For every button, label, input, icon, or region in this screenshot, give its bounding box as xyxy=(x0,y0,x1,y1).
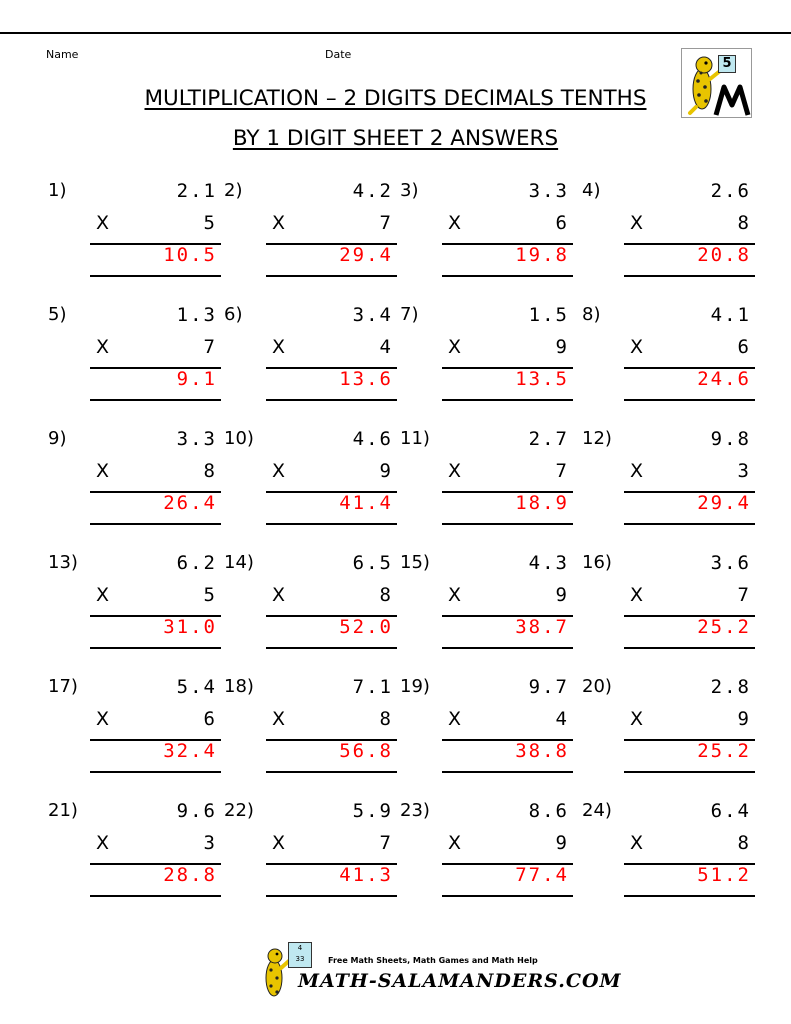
answer: 13.6 xyxy=(339,368,393,390)
answer: 10.5 xyxy=(163,244,217,266)
problem-21 xyxy=(48,800,223,912)
times-sign: X xyxy=(630,832,644,854)
times-sign: X xyxy=(630,212,644,234)
problem-10 xyxy=(224,428,399,540)
answer: 13.5 xyxy=(515,368,569,390)
times-sign: X xyxy=(96,336,110,358)
problem-number: 17) xyxy=(48,676,78,697)
multiplicand: 6.4 xyxy=(710,800,751,822)
problem-number: 14) xyxy=(224,552,254,573)
answer-underline xyxy=(90,771,221,773)
multiplier: 8 xyxy=(737,832,751,854)
multiplier: 5 xyxy=(203,212,217,234)
answer: 19.8 xyxy=(515,244,569,266)
problem-11 xyxy=(400,428,575,540)
answer: 26.4 xyxy=(163,492,217,514)
problem-number: 6) xyxy=(224,304,243,325)
name-label: Name xyxy=(46,48,79,61)
answer: 29.4 xyxy=(339,244,393,266)
multiplicand: 3.3 xyxy=(528,180,569,202)
answer-underline xyxy=(442,275,573,277)
answer-underline xyxy=(442,647,573,649)
answer-underline xyxy=(624,523,755,525)
answer: 9.1 xyxy=(176,368,217,390)
answer-underline xyxy=(266,771,397,773)
multiplier: 9 xyxy=(555,584,569,606)
times-sign: X xyxy=(630,460,644,482)
times-sign: X xyxy=(96,212,110,234)
worksheet-title-line2: BY 1 DIGIT SHEET 2 ANSWERS xyxy=(232,126,559,151)
problem-number: 4) xyxy=(582,180,601,201)
multiplicand: 9.8 xyxy=(710,428,751,450)
answer-underline xyxy=(266,647,397,649)
multiplicand: 2.6 xyxy=(710,180,751,202)
answer: 41.3 xyxy=(339,864,393,886)
times-sign: X xyxy=(630,584,644,606)
answer: 28.8 xyxy=(163,864,217,886)
problem-number: 12) xyxy=(582,428,612,449)
multiplier: 9 xyxy=(555,832,569,854)
answer: 18.9 xyxy=(515,492,569,514)
multiplier: 3 xyxy=(737,460,751,482)
answer: 56.8 xyxy=(339,740,393,762)
problem-4 xyxy=(582,180,757,292)
times-sign: X xyxy=(272,584,286,606)
multiplier: 7 xyxy=(737,584,751,606)
problem-23 xyxy=(400,800,575,912)
times-sign: X xyxy=(448,584,462,606)
multiplicand: 1.3 xyxy=(176,304,217,326)
multiplier: 7 xyxy=(203,336,217,358)
answer: 31.0 xyxy=(163,616,217,638)
salamander-icon xyxy=(682,49,751,117)
multiplicand: 9.7 xyxy=(528,676,569,698)
problem-number: 21) xyxy=(48,800,78,821)
salamander-logo xyxy=(681,48,752,118)
multiplicand: 1.5 xyxy=(528,304,569,326)
problem-number: 2) xyxy=(224,180,243,201)
multiplicand: 6.2 xyxy=(176,552,217,574)
answer: 51.2 xyxy=(697,864,751,886)
answer: 38.8 xyxy=(515,740,569,762)
problem-22 xyxy=(224,800,399,912)
multiplier: 4 xyxy=(379,336,393,358)
times-sign: X xyxy=(96,832,110,854)
problem-2 xyxy=(224,180,399,292)
multiplier: 9 xyxy=(379,460,393,482)
times-sign: X xyxy=(448,336,462,358)
answer: 29.4 xyxy=(697,492,751,514)
problem-number: 11) xyxy=(400,428,430,449)
times-sign: X xyxy=(96,460,110,482)
problem-number: 9) xyxy=(48,428,67,449)
footer-brand: MATH-SALAMANDERS.COM xyxy=(298,970,622,992)
problem-number: 16) xyxy=(582,552,612,573)
multiplier: 3 xyxy=(203,832,217,854)
worksheet-title-line1: MULTIPLICATION – 2 DIGITS DECIMALS TENTHS xyxy=(144,86,647,111)
problem-16 xyxy=(582,552,757,664)
multiplicand: 5.9 xyxy=(352,800,393,822)
times-sign: X xyxy=(272,212,286,234)
multiplicand: 2.8 xyxy=(710,676,751,698)
answer: 52.0 xyxy=(339,616,393,638)
problem-13 xyxy=(48,552,223,664)
problem-number: 24) xyxy=(582,800,612,821)
problem-12 xyxy=(582,428,757,540)
problem-number: 7) xyxy=(400,304,419,325)
answer: 20.8 xyxy=(697,244,751,266)
answer-underline xyxy=(90,523,221,525)
problem-number: 10) xyxy=(224,428,254,449)
multiplier: 7 xyxy=(379,212,393,234)
answer: 77.4 xyxy=(515,864,569,886)
answer-underline xyxy=(442,523,573,525)
times-sign: X xyxy=(272,708,286,730)
multiplicand: 3.3 xyxy=(176,428,217,450)
multiplicand: 7.1 xyxy=(352,676,393,698)
answer-underline xyxy=(90,399,221,401)
answer-underline xyxy=(266,275,397,277)
problem-20 xyxy=(582,676,757,788)
multiplicand: 4.2 xyxy=(352,180,393,202)
multiplier: 5 xyxy=(203,584,217,606)
multiplicand: 6.5 xyxy=(352,552,393,574)
problem-number: 15) xyxy=(400,552,430,573)
problem-1 xyxy=(48,180,223,292)
times-sign: X xyxy=(272,460,286,482)
top-rule xyxy=(0,32,791,34)
answer: 24.6 xyxy=(697,368,751,390)
times-sign: X xyxy=(448,708,462,730)
multiplicand: 8.6 xyxy=(528,800,569,822)
problem-17 xyxy=(48,676,223,788)
problem-24 xyxy=(582,800,757,912)
date-label: Date xyxy=(325,48,352,61)
answer-underline xyxy=(624,399,755,401)
times-sign: X xyxy=(96,708,110,730)
answer: 41.4 xyxy=(339,492,393,514)
answer-underline xyxy=(624,771,755,773)
times-sign: X xyxy=(630,336,644,358)
answer-underline xyxy=(442,895,573,897)
problem-8 xyxy=(582,304,757,416)
answer-underline xyxy=(624,895,755,897)
multiplicand: 4.6 xyxy=(352,428,393,450)
multiplier: 7 xyxy=(555,460,569,482)
problem-number: 20) xyxy=(582,676,612,697)
problem-5 xyxy=(48,304,223,416)
answer-underline xyxy=(442,771,573,773)
answer-underline xyxy=(266,523,397,525)
problem-number: 3) xyxy=(400,180,419,201)
times-sign: X xyxy=(448,832,462,854)
problem-6 xyxy=(224,304,399,416)
grade-badge: 5 xyxy=(718,55,736,73)
answer-underline xyxy=(442,399,573,401)
footer-badge: 4 33 xyxy=(288,942,312,968)
multiplicand: 4.1 xyxy=(710,304,751,326)
multiplier: 9 xyxy=(737,708,751,730)
multiplicand: 3.4 xyxy=(352,304,393,326)
problem-number: 1) xyxy=(48,180,67,201)
multiplier: 6 xyxy=(737,336,751,358)
problem-number: 8) xyxy=(582,304,601,325)
times-sign: X xyxy=(630,708,644,730)
multiplier: 9 xyxy=(555,336,569,358)
multiplier: 6 xyxy=(203,708,217,730)
answer-underline xyxy=(90,647,221,649)
answer-underline xyxy=(90,275,221,277)
times-sign: X xyxy=(96,584,110,606)
multiplier: 8 xyxy=(379,708,393,730)
multiplicand: 5.4 xyxy=(176,676,217,698)
problem-number: 18) xyxy=(224,676,254,697)
problem-14 xyxy=(224,552,399,664)
times-sign: X xyxy=(272,336,286,358)
multiplicand: 2.1 xyxy=(176,180,217,202)
multiplicand: 9.6 xyxy=(176,800,217,822)
problem-9 xyxy=(48,428,223,540)
multiplier: 6 xyxy=(555,212,569,234)
times-sign: X xyxy=(448,460,462,482)
problem-number: 22) xyxy=(224,800,254,821)
answer: 32.4 xyxy=(163,740,217,762)
problem-15 xyxy=(400,552,575,664)
multiplier: 4 xyxy=(555,708,569,730)
answer-underline xyxy=(266,399,397,401)
footer-logo xyxy=(258,940,622,1004)
footer-tagline: Free Math Sheets, Math Games and Math Help xyxy=(328,956,538,965)
times-sign: X xyxy=(448,212,462,234)
answer-underline xyxy=(624,647,755,649)
multiplier: 7 xyxy=(379,832,393,854)
multiplicand: 3.6 xyxy=(710,552,751,574)
answer-underline xyxy=(90,895,221,897)
problem-number: 13) xyxy=(48,552,78,573)
problem-18 xyxy=(224,676,399,788)
answer: 38.7 xyxy=(515,616,569,638)
problem-number: 5) xyxy=(48,304,67,325)
problem-3 xyxy=(400,180,575,292)
multiplier: 8 xyxy=(203,460,217,482)
times-sign: X xyxy=(272,832,286,854)
multiplier: 8 xyxy=(737,212,751,234)
multiplicand: 2.7 xyxy=(528,428,569,450)
answer-underline xyxy=(266,895,397,897)
problem-7 xyxy=(400,304,575,416)
multiplicand: 4.3 xyxy=(528,552,569,574)
answer-underline xyxy=(624,275,755,277)
multiplier: 8 xyxy=(379,584,393,606)
problem-number: 19) xyxy=(400,676,430,697)
problem-number: 23) xyxy=(400,800,430,821)
answer: 25.2 xyxy=(697,740,751,762)
problem-19 xyxy=(400,676,575,788)
answer: 25.2 xyxy=(697,616,751,638)
